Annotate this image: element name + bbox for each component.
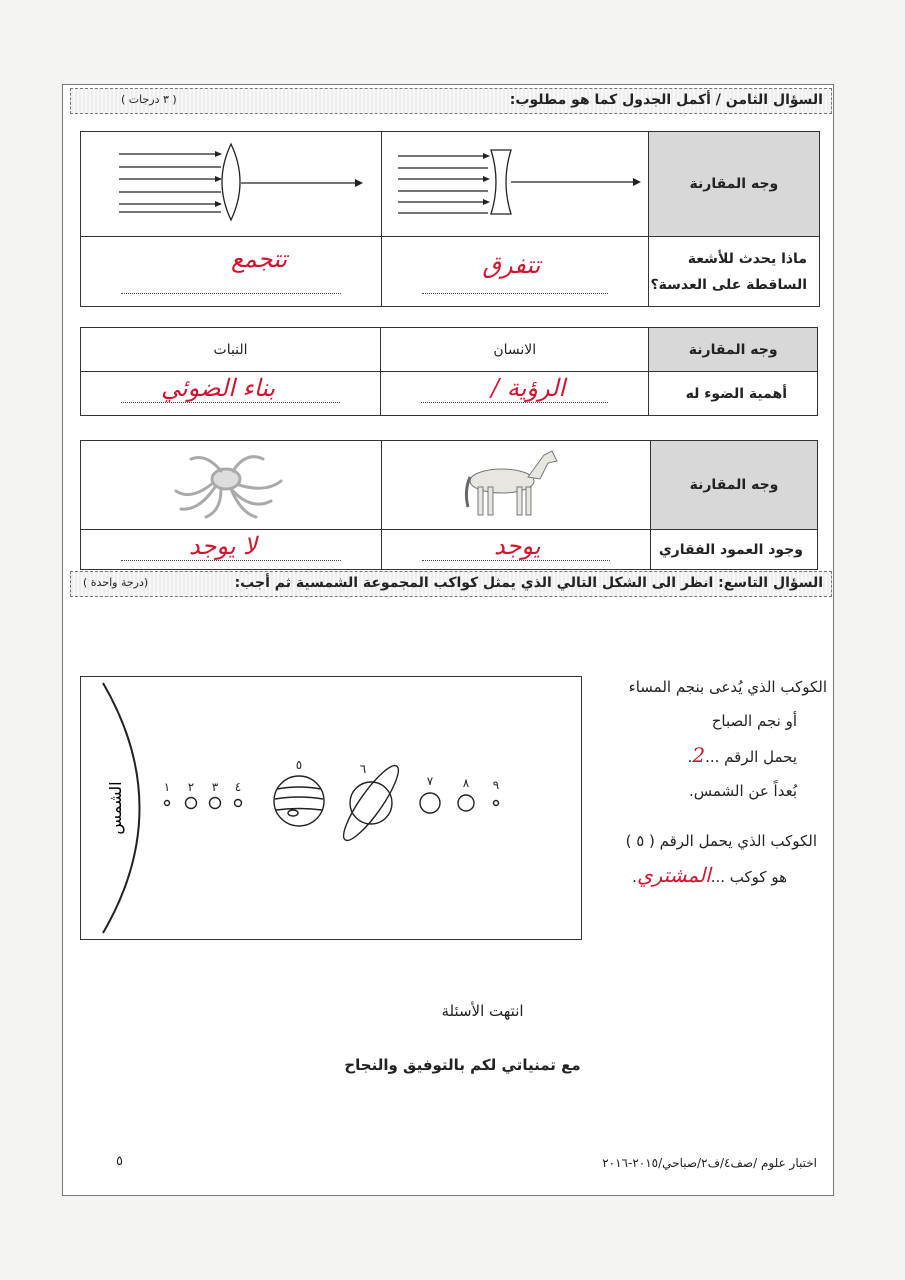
table1-head: وجه المقارنة xyxy=(648,132,819,237)
question-8-title: السؤال الثامن / أكمل الجدول كما هو مطلوب: xyxy=(509,92,823,108)
octopus-cell xyxy=(81,441,382,530)
q9-b-line1: الكوكب الذي يحمل الرقم ( ٥ ) xyxy=(625,832,817,850)
question-9-grade: (درجة واحدة ) xyxy=(83,576,149,589)
human-answer-cell xyxy=(381,372,649,416)
planet-number-6: ٦ xyxy=(359,762,367,776)
q9-a-line2: أو نجم الصباح xyxy=(711,712,797,730)
q9-part-b xyxy=(587,824,817,894)
closing-line-2: مع تمنياتي لكم بالتوفيق والنجاح xyxy=(344,1056,581,1074)
planet-number-7: ٧ xyxy=(426,774,434,788)
lens-comparison-table xyxy=(80,131,820,307)
human-column-header: الانسان xyxy=(381,328,649,372)
concave-lens-diagram xyxy=(383,132,648,232)
horse-image xyxy=(382,441,650,525)
closing-line-1: انتهت الأسئلة xyxy=(441,1002,524,1020)
plant-answer: بناء الضوئي xyxy=(161,374,276,402)
q9-a-line3: يحمل الرقم ... xyxy=(705,748,797,766)
octopus-answer: لا يوجد xyxy=(189,532,257,560)
planet-number-2: ٢ xyxy=(187,780,195,794)
vertebrae-table xyxy=(80,440,818,570)
q9-b-line2: هو كوكب ... xyxy=(710,868,787,886)
planet-number-1: ١ xyxy=(163,780,171,794)
solar-system-drawing xyxy=(81,677,581,939)
q9-a-line1: الكوكب الذي يُدعى بنجم المساء xyxy=(628,678,827,696)
convex-answer: تتجمع xyxy=(231,245,288,273)
q9-part-a xyxy=(597,670,827,808)
table3-row-label: وجود العمود الفقاري xyxy=(651,530,818,570)
planet-number-9: ٩ xyxy=(492,778,500,792)
question-9-title: السؤال التاسع: انظر الى الشكل التالي الذي يمثل كواكب المجموعة الشمسية ثم أجب: xyxy=(234,575,823,591)
q9-a-line4: بُعداً عن الشمس. xyxy=(688,782,797,800)
plant-answer-cell xyxy=(81,372,381,416)
octopus-answer-cell xyxy=(81,530,382,570)
light-importance-table xyxy=(80,327,818,416)
table2-row-label: أهمية الضوء له xyxy=(649,372,818,416)
sun-label: الشمس xyxy=(106,781,125,835)
plant-column-header: النبات xyxy=(81,328,381,372)
convex-lens-diagram xyxy=(81,132,381,232)
question-8-grade: ( ٣ درجات ) xyxy=(121,93,177,106)
solar-system-diagram xyxy=(80,676,582,940)
horse-cell xyxy=(382,441,651,530)
q9-b-line2-wrap: هو كوكب ...المشتري. xyxy=(632,863,787,887)
planet-number-5: ٥ xyxy=(295,758,303,772)
page-number: ٥ xyxy=(116,1154,123,1169)
horse-answer-cell xyxy=(382,530,651,570)
question-9-header xyxy=(70,571,832,597)
table1-row-label: ماذا يحدث للأشعة الساقطة على العدسة؟ xyxy=(648,237,819,307)
octopus-image xyxy=(81,441,381,525)
planet-number-3: ٣ xyxy=(211,780,219,794)
footer-exam-info: اختبار علوم /صف٤/ف٢/صباحي/٢٠١٥-٢٠١٦ xyxy=(602,1156,817,1170)
convex-answer-cell xyxy=(81,237,382,307)
concave-answer: تتفرق xyxy=(482,251,541,279)
human-answer: الرؤية / xyxy=(491,374,566,402)
concave-lens-cell xyxy=(382,132,648,237)
q9-b-answer: المشتري xyxy=(636,863,711,887)
table2-head: وجه المقارنة xyxy=(649,328,818,372)
convex-lens-cell xyxy=(81,132,382,237)
horse-answer: يوجد xyxy=(494,532,541,560)
q9-a-line3-wrap: يحمل الرقم ...2. xyxy=(687,743,797,767)
planet-number-8: ٨ xyxy=(462,776,470,790)
concave-answer-cell xyxy=(382,237,648,307)
question-8-header xyxy=(70,88,832,114)
table3-head: وجه المقارنة xyxy=(651,441,818,530)
planet-number-4: ٤ xyxy=(234,780,242,794)
q9-a-answer: 2 xyxy=(692,743,706,767)
